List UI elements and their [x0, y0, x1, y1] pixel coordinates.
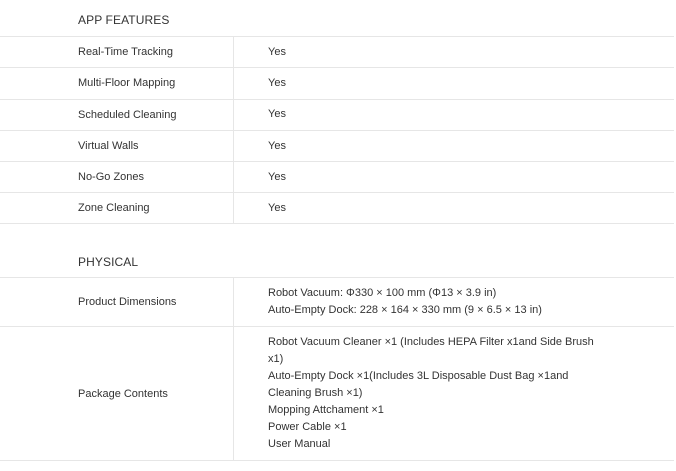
spec-value: Yes: [268, 170, 286, 183]
table-row: [0, 36, 674, 67]
spec-value-line: Power Cable ×1: [268, 421, 347, 433]
spec-label: No-Go Zones: [0, 162, 234, 192]
spec-value: Yes: [268, 76, 286, 89]
table-row-package-contents: [0, 326, 674, 461]
spec-value: Yes: [268, 201, 286, 214]
spec-label: Product Dimensions: [0, 278, 234, 326]
section-title-physical: PHYSICAL: [78, 255, 139, 269]
spec-value-line: Auto-Empty Dock: 228 × 164 × 330 mm (9 × 6.5 × 13 in): [268, 304, 542, 316]
table-row-dimensions: [0, 277, 674, 326]
spec-value-contents: [234, 334, 674, 453]
spec-value-line: User Manual: [268, 438, 331, 450]
spec-label: Multi-Floor Mapping: [0, 68, 234, 98]
physical-table: [0, 277, 674, 461]
spec-value-line: Robot Vacuum Cleaner ×1 (Includes HEPA Filter x1and Side Brush x1): [268, 336, 594, 365]
spec-label: Real-Time Tracking: [0, 37, 234, 67]
table-row: [0, 130, 674, 161]
spec-value: Yes: [268, 139, 286, 152]
spec-label: Zone Cleaning: [0, 193, 234, 222]
table-row: [0, 67, 674, 98]
app-features-table: [0, 36, 674, 224]
spec-label: Package Contents: [0, 327, 234, 460]
table-row: [0, 99, 674, 130]
table-row: [0, 161, 674, 192]
spec-value-dimensions: [234, 285, 674, 319]
spec-value-line: Auto-Empty Dock ×1(Includes 3L Disposable Dust Bag ×1and Cleaning Brush ×1): [268, 370, 569, 399]
spec-value: Yes: [268, 45, 286, 58]
table-row: [0, 192, 674, 223]
spec-label: Virtual Walls: [0, 131, 234, 161]
spec-label: Scheduled Cleaning: [0, 100, 234, 130]
spec-value: Yes: [268, 108, 286, 121]
section-title-app-features: APP FEATURES: [78, 13, 170, 27]
spec-value-line: Mopping Attchament ×1: [268, 404, 384, 416]
spec-value-line: Robot Vacuum: Φ330 × 100 mm (Φ13 × 3.9 in): [268, 287, 497, 299]
